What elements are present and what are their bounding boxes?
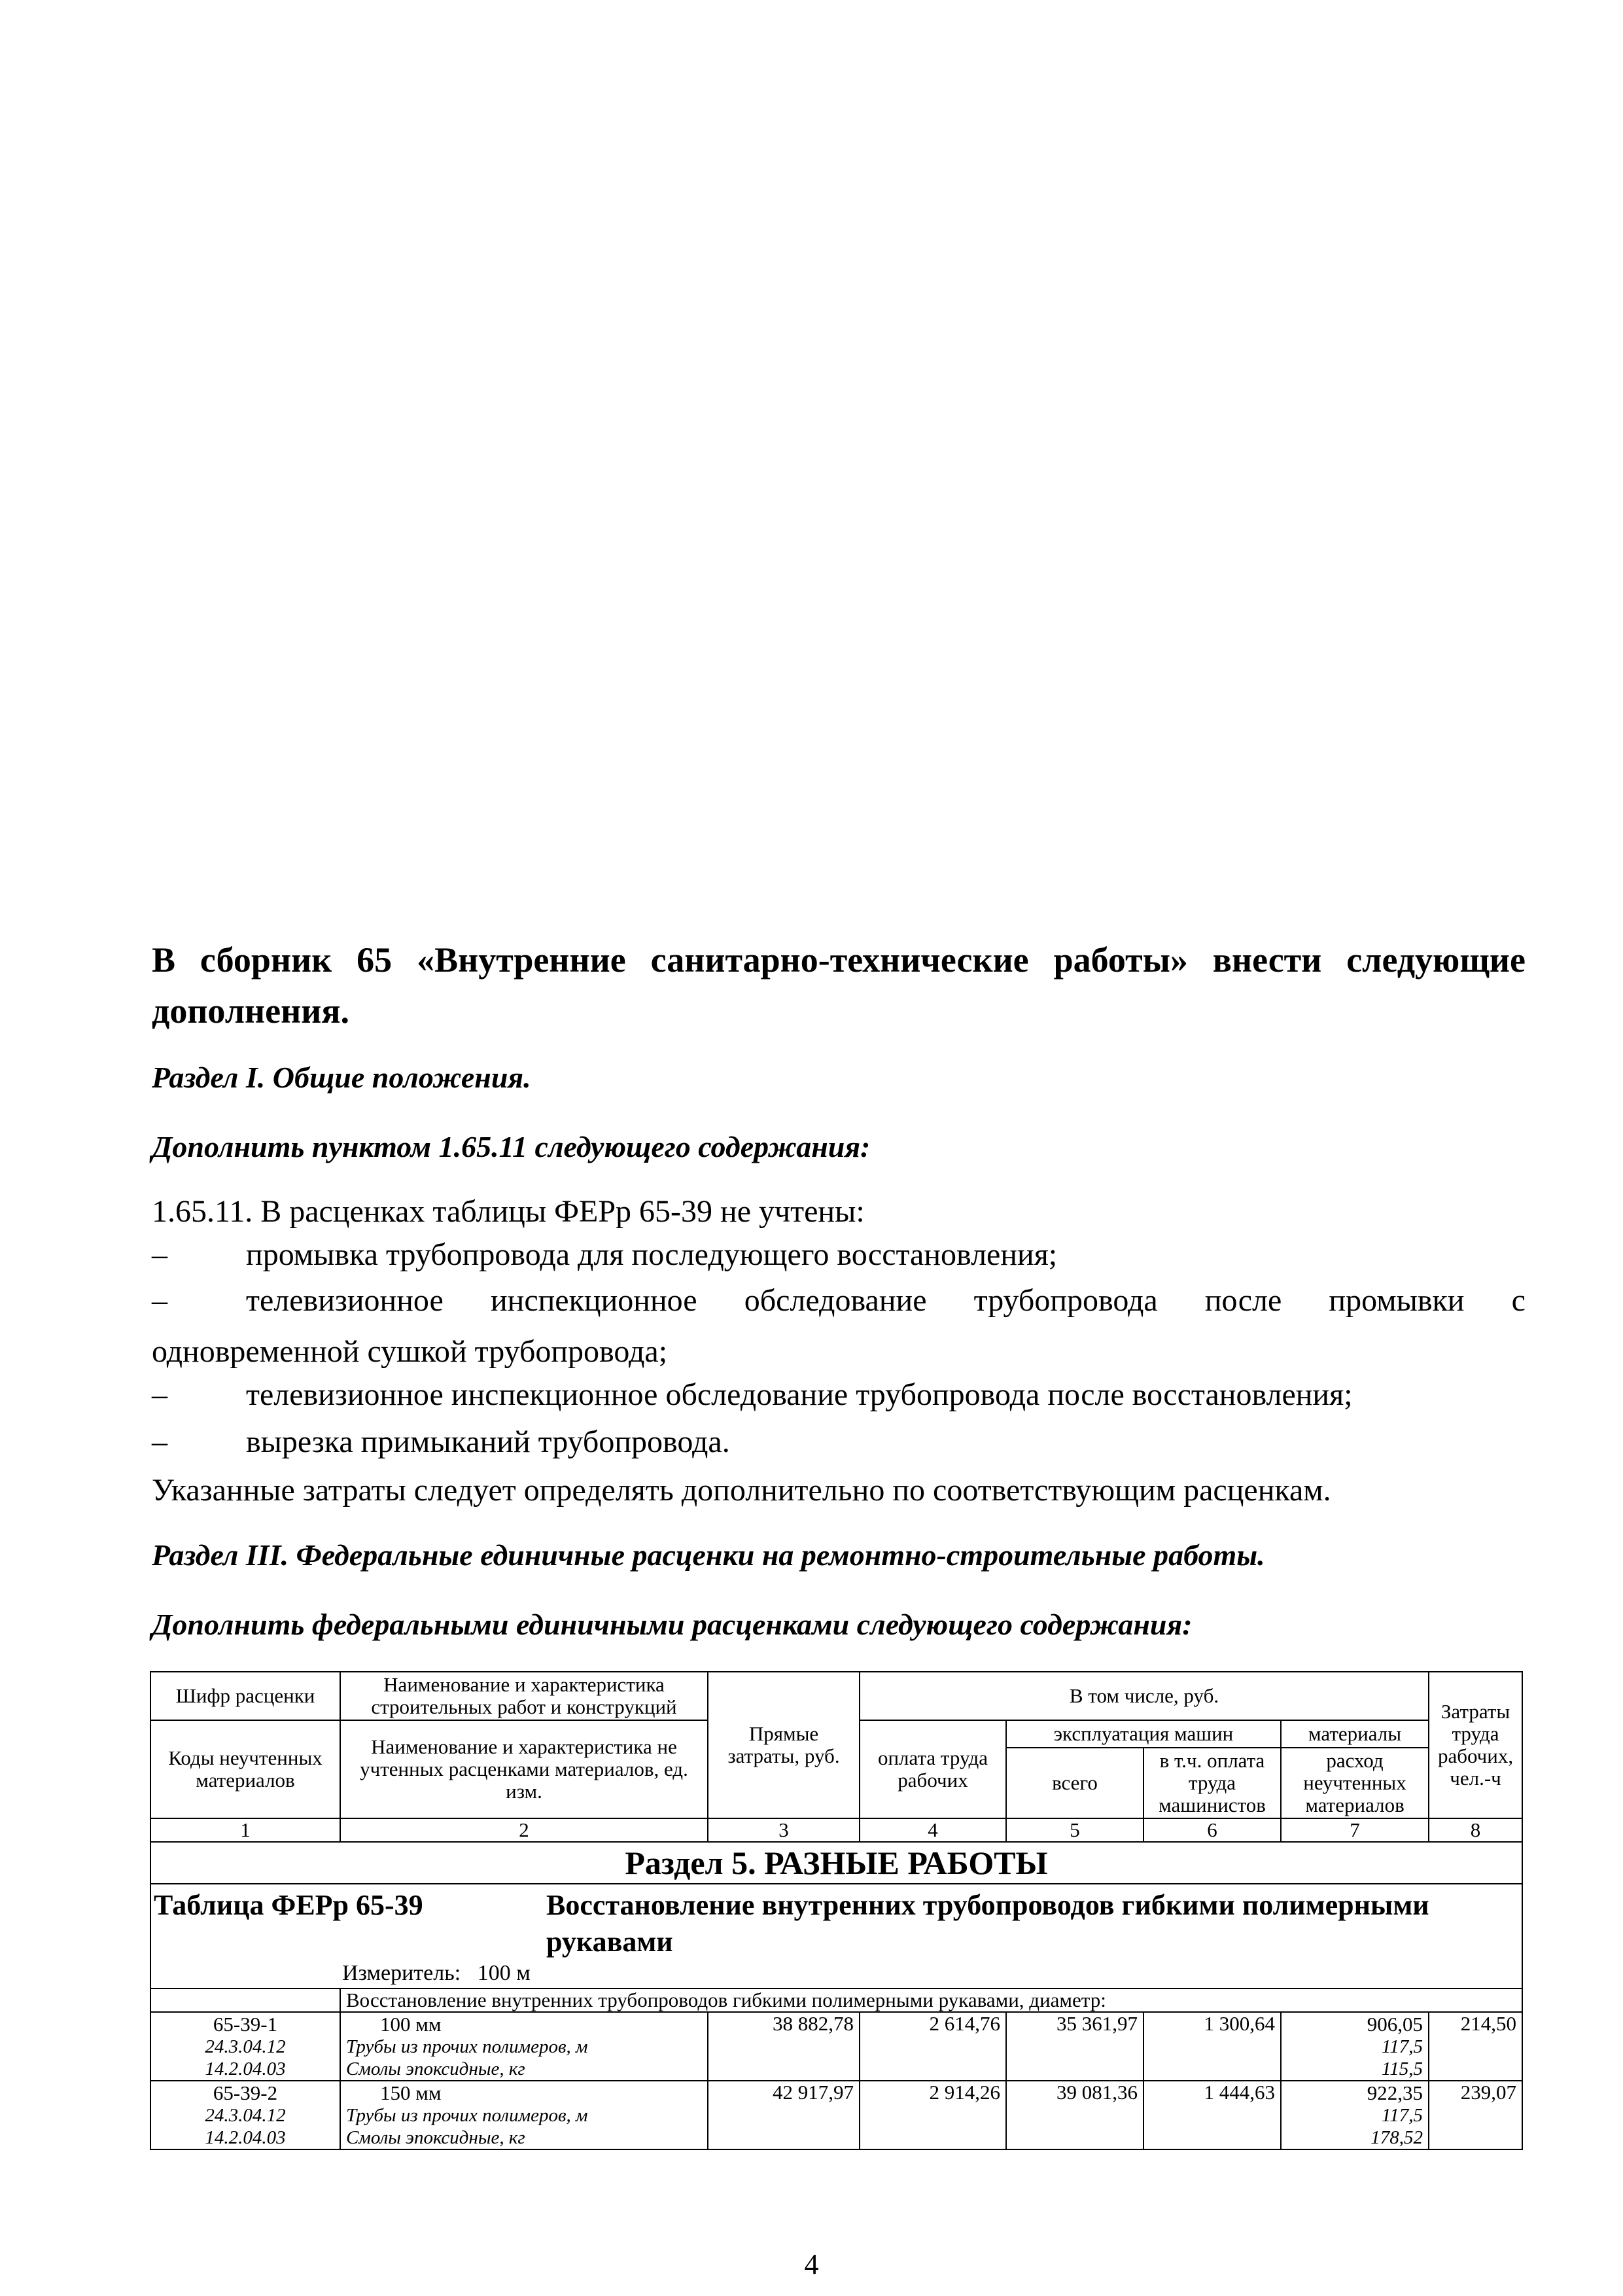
header-wage: оплата труда рабочих [860, 1720, 1006, 1818]
measure-line: Измеритель: 100 м [342, 1961, 531, 1985]
header-machines: эксплуатация машин [1006, 1720, 1281, 1748]
material-row: 14.2.04.03 Смолы эпоксидные, кг 115,5 [150, 2058, 1522, 2081]
add-point-instruction: Дополнить пунктом 1.65.11 следующего содержания: [152, 1130, 871, 1163]
add-rates-instruction: Дополнить федеральными единичными расценками следующего содержания: [152, 1608, 1193, 1641]
bullet-text: промывка трубопровода для последующего восстановления; [246, 1237, 1058, 1272]
header-machines-total: всего [1006, 1748, 1143, 1818]
col-num: 5 [1006, 1818, 1143, 1842]
col-num: 2 [340, 1818, 708, 1842]
document-heading: В сборник 65 «Внутренние санитарно-технические работы» внести следующие дополнения. [152, 940, 1526, 1031]
section-3-title: Раздел III. Федеральные единичные расценки на ремонтно-строительные работы. [152, 1538, 1265, 1572]
table-caption [150, 1884, 1522, 1988]
material-row: 24.3.04.12 Трубы из прочих полимеров, м 117,5 [150, 2036, 1522, 2058]
header-material-rate: расход неучтенных материалов [1281, 1748, 1429, 1818]
header-material-name: Наименование и характеристика не учтенных расценками материалов, ед. изм. [340, 1720, 708, 1818]
bullet-dash: – [152, 1424, 167, 1459]
header-direct-costs: Прямые затраты, руб. [708, 1672, 860, 1818]
table-label: Таблица ФЕРр 65-39 [154, 1889, 423, 1921]
bullet-text-justified: телевизионное инспекционное обследование трубопровода после промывки с [246, 1283, 1526, 1318]
material-row: 14.2.04.03 Смолы эпоксидные, кг 178,52 [150, 2127, 1522, 2149]
material-row: 24.3.04.12 Трубы из прочих полимеров, м 117,5 [150, 2104, 1522, 2127]
header-code: Шифр расценки [150, 1672, 340, 1720]
bullet-item-3 [152, 1377, 1526, 1416]
col-num: 4 [860, 1818, 1006, 1842]
bullet-dash: – [152, 1377, 167, 1412]
bullet-item-4 [152, 1424, 1526, 1463]
costs-paragraph: Указанные затраты следует определять дополнительно по соответствующим расценкам. [152, 1473, 1331, 1508]
col-num: 8 [1429, 1818, 1522, 1842]
section-1-title: Раздел I. Общие положения. [152, 1061, 531, 1094]
table-row: 65-39-2 150 мм 42 917,97 2 914,26 39 081,36 1 444,63 922,35 239,07 [150, 2081, 1522, 2104]
table-row: 65-39-1 100 мм 38 882,78 2 614,76 35 361,97 1 300,64 906,05 214,50 [150, 2012, 1522, 2036]
header-work-name: Наименование и характеристика строительных работ и конструкций [340, 1672, 708, 1720]
bullet-text: телевизионное инспекционное обследование трубопровода после восстановления; [246, 1377, 1353, 1412]
bullet-item-2 [152, 1282, 1526, 1322]
col-num: 3 [708, 1818, 860, 1842]
page-number: 4 [804, 2248, 819, 2280]
bullet-item-1 [152, 1237, 1526, 1276]
header-including: В том числе, руб. [860, 1672, 1429, 1720]
intro-paragraph: 1.65.11. В расценках таблицы ФЕРр 65-39 не учтены: [152, 1194, 865, 1229]
bullet-dash: – [152, 1237, 167, 1272]
table-name: Восстановление внутренних трубопроводов гибкими полимерными рукавами [546, 1889, 1429, 1958]
col-num: 1 [150, 1818, 340, 1842]
col-num: 6 [1143, 1818, 1281, 1842]
header-machinist-wage: в т.ч. оплата труда машинистов [1143, 1748, 1281, 1818]
header-materials: материалы [1281, 1720, 1429, 1748]
bullet-dash: – [152, 1283, 167, 1318]
bullet-2-continuation: одновременной сушкой трубопровода; [152, 1334, 668, 1369]
header-labor-costs: Затраты труда рабочих, чел.-ч [1429, 1672, 1522, 1818]
rates-table [150, 1671, 1523, 2150]
header-material-codes: Коды неучтенных материалов [150, 1720, 340, 1818]
section-5-title: Раздел 5. РАЗНЫЕ РАБОТЫ [150, 1842, 1522, 1884]
bullet-text: вырезка примыканий трубопровода. [246, 1424, 730, 1459]
group-description: Восстановление внутренних трубопроводов гибкими полимерными рукавами, диаметр: [340, 1988, 1522, 2012]
col-num: 7 [1281, 1818, 1429, 1842]
